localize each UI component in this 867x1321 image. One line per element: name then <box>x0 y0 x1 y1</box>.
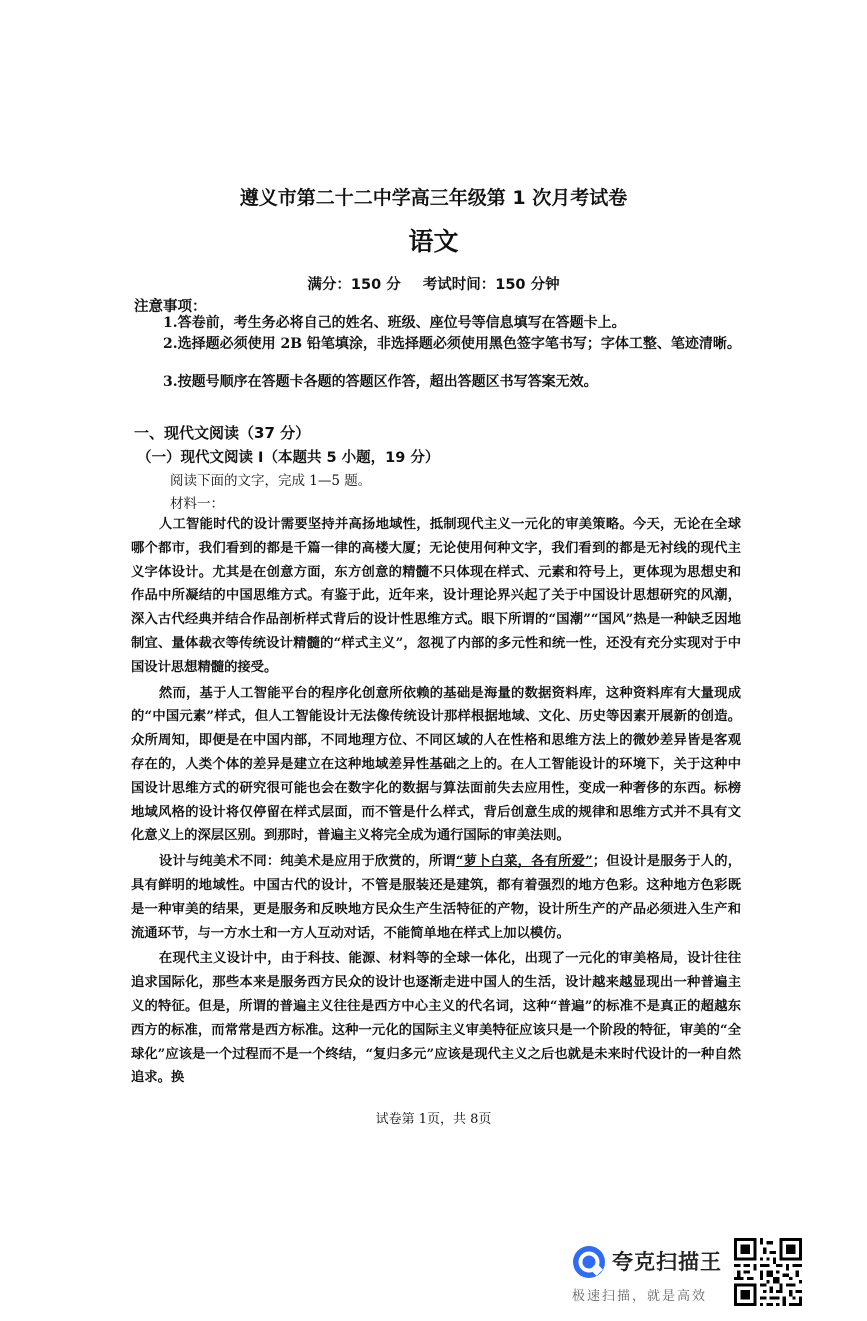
passage-paragraph-3-end: ；但设计是服务于人的，具有鲜明的地域性。中国古代的设计，不管是服装还是建筑，都有着强烈的地方色彩。这种地方色彩既是一种审美的结果，更是服务和反映地方民众生产生活特征的产物，设计所生产的产品必须进入生产和流通环节，与一方水土和一方人互动对话，不能简单地在样式上加以模仿。 <box>131 854 742 941</box>
brand-slogan: 极速扫描，就是高效 <box>572 1289 708 1304</box>
passage-paragraph-3 <box>131 850 741 945</box>
quark-logo-icon <box>572 1245 606 1279</box>
passage-paragraph-4: 在现代主义设计中，由于科技、能源、材料等的全球一体化，出现了一元化的审美格局，设计往往追求国际化，那些本来是服务西方民众的设计也逐渐走进中国人的生活，设计越来越显现出一种普遍主义的特征。但是，所谓的普遍主义往往是西方中心主义的代名词，这种“普遍”的标准不是真正的超越东西方的标准，而常常是西方标准。这种一元化的国际主义审美特征应该只是一个阶段的特征，审美的“全球化”应该是一个过程而不是一个终结，“复归多元”应该是现代主义之后也就是未来时代设计的一种自然追求。换 <box>131 951 741 1086</box>
quoted-saying: “萝卜白菜，各有所爱” <box>455 854 593 870</box>
notes-heading: 注意事项： <box>134 299 207 315</box>
scanner-watermark <box>572 1240 732 1310</box>
subject-title: 语文 <box>408 227 459 256</box>
full-score: 满分：150 分 <box>307 277 401 293</box>
passage-paragraph-1: 人工智能时代的设计需要坚持并高扬地域性，抵制现代主义一元化的审美策略。今天，无论在全球哪个都市，我们看到的都是千篇一律的高楼大厦；无论使用何种文字，我们看到的都是无衬线的现代主义字体设计。尤其是在创意方面，东方创意的精髓不只体现在样式、元素和符号上，更体现为思想史和作品中所凝结的中国思维方式。有鉴于此，近年来，设计理论界兴起了关于中国设计思想研究的风潮，深入古代经典并结合作品剖析样式背后的设计性思维方式。眼下所谓的“国潮”“国风”热是一种缺乏因地制宜、量体裁衣等传统设计精髓的“样式主义”，忽视了内部的多元性和统一性，还没有充分实现对于中国设计思想精髓的接受。 <box>131 517 741 675</box>
passage-paragraph-3-start: 设计与纯美术不同：纯美术是应用于欣赏的，所谓 <box>158 854 456 870</box>
subsection-heading: （一）现代文阅读 I（本题共 5 小题，19 分） <box>137 450 440 466</box>
exam-meta <box>0 273 867 294</box>
exam-title: 遵义市第二十二中学高三年级第 1 次月考试卷 <box>239 187 628 209</box>
page-footer: 试卷第 1页，共 8页 <box>375 1112 492 1127</box>
note-item-3: 3.按题号顺序在答题卡各题的答题区作答，超出答题区书写答案无效。 <box>163 374 598 390</box>
material-label: 材料一： <box>170 496 224 512</box>
qr-code-icon <box>734 1238 802 1306</box>
passage <box>131 513 741 1090</box>
brand-name: 夸克扫描王 <box>612 1250 722 1274</box>
instruction: 阅读下面的文字，完成 1—5 题。 <box>170 473 372 489</box>
passage-paragraph-2: 然而，基于人工智能平台的程序化创意所依赖的基础是海量的数据资料库，这种资料库有大量现成的“中国元素”样式，但人工智能设计无法像传统设计那样根据地域、文化、历史等因素开展新的创造。众所周知，即便是在中国内部，不同地理方位、不同区域的人在性格和思维方法上的微妙差异皆是客观存在的，人类个体的差异是建立在这种地域差异性基础之上的。在人工智能设计的环境下，关于这种中国设计思维方式的研究很可能也会在数字化的数据与算法面前失去应用性，变成一种奢侈的东西。标榜地域风格的设计将仅停留在样式层面，而不管是什么样式，背后创意生成的规律和思维方式并不具有文化意义上的深层区别。到那时，普遍主义将完全成为通行国际的审美法则。 <box>131 685 741 844</box>
note-item-1: 1.答卷前，考生务必将自己的姓名、班级、座位号等信息填写在答题卡上。 <box>163 315 626 331</box>
exam-time: 考试时间：150 分钟 <box>422 277 560 293</box>
section-heading: 一、现代文阅读（37 分） <box>134 424 311 442</box>
note-item-2: 2.选择题必须使用 2B 铅笔填涂，非选择题必须使用黑色签字笔书写；字体工整、笔迹清晰。 <box>163 336 741 352</box>
